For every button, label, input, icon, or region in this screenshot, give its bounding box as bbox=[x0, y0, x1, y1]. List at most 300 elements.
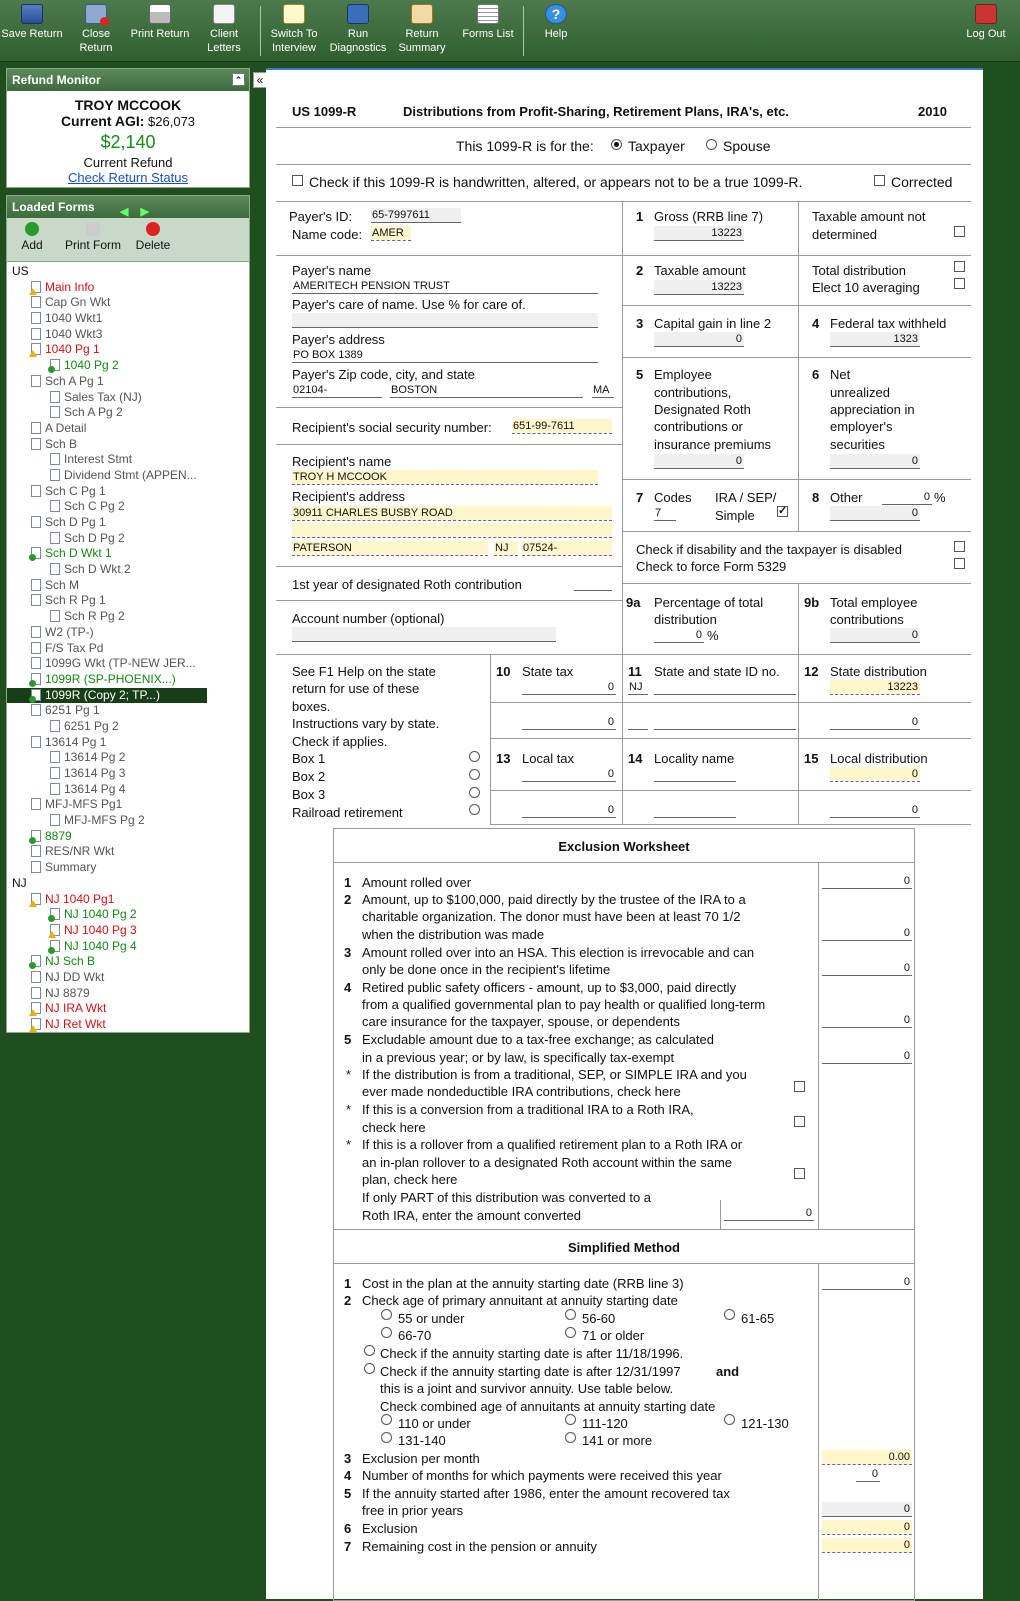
form-tree-item[interactable] bbox=[7, 939, 249, 955]
line-number: 1 bbox=[344, 1276, 352, 1291]
panel-title: Refund Monitor bbox=[12, 73, 101, 87]
ssn-label: Recipient's social security number: bbox=[292, 420, 492, 435]
form-tree-label: MFJ-MFS Pg 2 bbox=[64, 813, 145, 828]
form-tree-label: 1099G Wkt (TP-NEW JER... bbox=[45, 656, 196, 671]
form-tree-item[interactable] bbox=[7, 829, 249, 845]
line-number: 4 bbox=[344, 980, 352, 995]
form-tree-label: Sales Tax (NJ) bbox=[64, 389, 142, 404]
form-tree-label: W2 (TP-) bbox=[45, 624, 94, 639]
payer-city-field[interactable]: BOSTON bbox=[390, 383, 583, 398]
box-number: 7 bbox=[636, 490, 644, 505]
form-tree-item[interactable] bbox=[7, 562, 249, 578]
ssn-field[interactable]: 651-99-7611 bbox=[512, 419, 612, 434]
excl-line1-field[interactable]: 0 bbox=[822, 874, 912, 889]
form-tree-item[interactable] bbox=[7, 342, 249, 358]
conversion-label: If this is a conversion from a traditional IRA to a Roth IRA, bbox=[362, 1102, 694, 1117]
box7-codes-field[interactable]: 7 bbox=[654, 506, 676, 521]
help-button[interactable]: ? Help bbox=[544, 6, 568, 40]
loaded-forms-header bbox=[7, 196, 249, 218]
box6-label: securities bbox=[830, 437, 885, 452]
rollover-label: plan, check here bbox=[362, 1172, 458, 1187]
form-tree-label: NJ Ret Wkt bbox=[45, 1017, 106, 1031]
form-tree-item[interactable] bbox=[7, 264, 249, 280]
age-55-radio[interactable] bbox=[381, 1309, 392, 1320]
box11-label: State and state ID no. bbox=[654, 664, 780, 679]
box13-label: Local tax bbox=[522, 751, 575, 766]
form-tree-item[interactable] bbox=[7, 609, 249, 625]
form-tree-label: US bbox=[12, 264, 29, 278]
form-tree-label: Sch D Wkt 1 bbox=[45, 546, 112, 561]
box15-local-dist2-field[interactable]: 0 bbox=[830, 803, 920, 818]
age-option-label: 71 or older bbox=[582, 1328, 645, 1343]
payer-name-field[interactable]: AMERITECH PENSION TRUST bbox=[292, 279, 598, 294]
form-tree-label: Sch D Wkt 2 bbox=[64, 562, 131, 577]
joint-110-radio[interactable] bbox=[381, 1414, 392, 1425]
box11-state-field[interactable]: NJ bbox=[628, 680, 648, 695]
box6-label: employer's bbox=[830, 419, 893, 434]
simplified-title: Simplified Method bbox=[568, 1240, 680, 1255]
box14-locality-field[interactable] bbox=[654, 767, 736, 782]
document-icon bbox=[31, 594, 41, 606]
form-tree-label: RES/NR Wkt bbox=[45, 844, 115, 859]
form-tree-item[interactable] bbox=[7, 1017, 249, 1033]
box-number: 2 bbox=[636, 263, 644, 278]
back-arrow-icon[interactable]: ◀ bbox=[119, 206, 129, 218]
collapse-icon[interactable]: ⌃ bbox=[232, 73, 245, 86]
form-tree-item[interactable] bbox=[7, 484, 249, 500]
warning-doc-icon bbox=[31, 343, 41, 355]
recipient-zip-field[interactable]: 07524- bbox=[522, 541, 612, 556]
form-tree-item[interactable] bbox=[7, 766, 249, 782]
railroad-radio[interactable] bbox=[469, 804, 480, 815]
box2-taxable-field[interactable]: 13223 bbox=[654, 280, 744, 295]
complete-doc-icon bbox=[31, 689, 41, 701]
form-tree-label: 1040 Pg 2 bbox=[64, 358, 119, 373]
age-option-label: 55 or under bbox=[398, 1311, 465, 1326]
joint-option-label: 121-130 bbox=[741, 1416, 789, 1431]
handwritten-checkbox[interactable] bbox=[292, 175, 303, 186]
force-5329-checkbox[interactable] bbox=[954, 558, 965, 569]
simp-line3-label: Exclusion per month bbox=[362, 1451, 480, 1466]
form-tree-label: NJ 1040 Pg1 bbox=[45, 891, 115, 906]
document-icon bbox=[31, 845, 41, 857]
agi-label: Current AGI: bbox=[60, 113, 145, 129]
conversion-checkbox[interactable] bbox=[794, 1116, 805, 1127]
simp-line6-label: Exclusion bbox=[362, 1521, 418, 1536]
check-return-status-link[interactable]: Check Return Status bbox=[68, 170, 188, 185]
partial-converted-field[interactable]: 0 bbox=[724, 1206, 814, 1221]
simple-label: Simple bbox=[715, 508, 755, 523]
spouse-radio[interactable] bbox=[706, 139, 717, 150]
delete-form-button[interactable]: Delete bbox=[131, 222, 175, 252]
box5-label: contributions, bbox=[654, 385, 732, 400]
diagnostics-icon bbox=[347, 4, 369, 24]
railroad-label: Railroad retirement bbox=[292, 805, 403, 820]
form-tree-item[interactable] bbox=[7, 797, 249, 813]
form-tree-item[interactable] bbox=[7, 295, 249, 311]
account-number-label: Account number (optional) bbox=[292, 611, 445, 626]
joint-121-130-radio[interactable] bbox=[724, 1414, 735, 1425]
total-distribution-checkbox[interactable] bbox=[954, 261, 965, 272]
log-out-button[interactable]: Log Out bbox=[954, 4, 1018, 41]
box13-local-tax-field[interactable]: 0 bbox=[522, 767, 616, 782]
warning-doc-icon bbox=[31, 281, 41, 293]
form-tree-item[interactable] bbox=[7, 970, 249, 986]
box11-state2-field[interactable] bbox=[628, 715, 648, 730]
box3-radio[interactable] bbox=[469, 787, 480, 798]
form-tree-item[interactable] bbox=[7, 892, 249, 908]
printer-icon bbox=[149, 4, 171, 24]
account-number-field[interactable] bbox=[292, 627, 556, 642]
partial-label: If only PART of this distribution was converted to a bbox=[362, 1190, 652, 1205]
form-tree-item[interactable] bbox=[7, 468, 249, 484]
form-tree-item[interactable] bbox=[7, 374, 249, 390]
box14-label: Locality name bbox=[654, 751, 735, 766]
delete-icon bbox=[146, 222, 160, 236]
form-tree-label: Sch C Pg 1 bbox=[45, 483, 106, 498]
complete-doc-icon bbox=[31, 830, 41, 842]
form-tree-label: MFJ-MFS Pg1 bbox=[45, 797, 123, 812]
age-61-65-radio[interactable] bbox=[724, 1309, 735, 1320]
box1-radio[interactable] bbox=[469, 751, 480, 762]
form-tree-label: Sch R Pg 1 bbox=[45, 593, 106, 608]
form-tree-item[interactable] bbox=[7, 625, 249, 641]
after-1997-label: Check if the annuity starting date is after 12/31/1997 bbox=[380, 1364, 681, 1379]
recipient-address-field[interactable]: 30911 CHARLES BUSBY ROAD bbox=[292, 506, 612, 521]
force-5329-label: Check to force Form 5329 bbox=[636, 559, 787, 574]
form-tree-item[interactable] bbox=[7, 688, 207, 704]
form-tree-item[interactable] bbox=[7, 750, 249, 766]
line-number: 2 bbox=[344, 892, 352, 907]
print-return-button[interactable]: Print Return bbox=[128, 4, 192, 41]
form-tree-item[interactable] bbox=[7, 390, 249, 406]
document-icon bbox=[31, 987, 41, 999]
simp-line5-field[interactable]: 0 bbox=[822, 1502, 912, 1517]
recipient-name-label: Recipient's name bbox=[292, 454, 392, 469]
form-tree-label: Sch M bbox=[45, 577, 80, 592]
form-tree-item[interactable] bbox=[7, 813, 249, 829]
nondeductible-label: If the distribution is from a traditional, SEP, or SIMPLE IRA and you bbox=[362, 1067, 747, 1082]
box12-state-dist2-field[interactable]: 0 bbox=[830, 715, 920, 730]
and-label: and bbox=[716, 1364, 740, 1379]
close-return-button[interactable]: Close Return bbox=[64, 4, 128, 55]
refund-amount: $2,140 bbox=[100, 132, 156, 152]
save-return-button[interactable]: Save Return bbox=[0, 4, 64, 41]
form-tree-item[interactable] bbox=[7, 421, 249, 437]
payer-zip-label: Payer's Zip code, city, and state bbox=[292, 367, 475, 382]
roth-year-field[interactable] bbox=[574, 576, 612, 591]
form-tree-label: NJ 8879 bbox=[45, 985, 90, 1000]
forward-arrow-icon[interactable]: ▶ bbox=[140, 206, 149, 218]
box4-federal-tax-field[interactable]: 1323 bbox=[830, 332, 920, 347]
print-form-button[interactable]: Print Form bbox=[61, 222, 125, 252]
joint-111-120-radio[interactable] bbox=[565, 1414, 576, 1425]
box3-capital-gain-field[interactable]: 0 bbox=[654, 332, 744, 347]
box10-state-tax-field[interactable]: 0 bbox=[522, 680, 616, 695]
box5-label: contributions or bbox=[654, 419, 743, 434]
box3-option-label: Box 3 bbox=[292, 787, 326, 802]
box-number: 4 bbox=[812, 316, 820, 331]
simp-line7-field[interactable]: 0 bbox=[822, 1538, 912, 1553]
joint-option-label: 141 or more bbox=[582, 1433, 653, 1448]
excl-line5-field[interactable]: 0 bbox=[822, 1049, 912, 1064]
form-tree-item[interactable] bbox=[7, 703, 249, 719]
form-tree-item[interactable] bbox=[7, 923, 249, 939]
save-icon bbox=[21, 4, 43, 24]
form-tree-label: Main Info bbox=[45, 279, 95, 294]
form-tree-label: 1040 Wkt3 bbox=[45, 326, 103, 341]
forms-list-button[interactable]: Forms List bbox=[456, 4, 520, 41]
form-tree-item[interactable] bbox=[7, 405, 249, 421]
box2-radio[interactable] bbox=[469, 769, 480, 780]
box9b-field[interactable]: 0 bbox=[830, 628, 920, 643]
box10-label: State tax bbox=[522, 664, 574, 679]
ira-sep-simple-checkbox[interactable] bbox=[777, 506, 788, 517]
age-71-radio[interactable] bbox=[565, 1327, 576, 1338]
simp-line1-field[interactable]: 0 bbox=[822, 1275, 912, 1290]
joint-141-radio[interactable] bbox=[565, 1432, 576, 1443]
form-tree-item[interactable] bbox=[7, 782, 249, 798]
document-icon bbox=[31, 861, 41, 873]
box8-label: Other bbox=[830, 490, 863, 505]
box14-locality2-field[interactable] bbox=[654, 803, 736, 818]
roth-year-label: 1st year of designated Roth contribution bbox=[292, 577, 522, 592]
line-number: 6 bbox=[344, 1521, 352, 1536]
excl-line4-field[interactable]: 0 bbox=[822, 1013, 912, 1028]
form-tree-item[interactable] bbox=[7, 844, 249, 860]
form-tree-label: Interest Stmt bbox=[64, 452, 133, 467]
form-tree-item[interactable] bbox=[7, 452, 249, 468]
box10-state-tax2-field[interactable]: 0 bbox=[522, 715, 616, 730]
payer-zip-field[interactable]: 02104- bbox=[292, 383, 382, 398]
form-tree-item[interactable] bbox=[7, 986, 249, 1002]
form-tree-label: 13614 Pg 2 bbox=[64, 750, 126, 765]
spouse-label: Spouse bbox=[723, 138, 771, 154]
form-tree-item[interactable] bbox=[7, 499, 249, 515]
star-marker: * bbox=[346, 1102, 352, 1117]
form-tree-item[interactable] bbox=[7, 719, 249, 735]
elect10-checkbox[interactable] bbox=[954, 278, 965, 289]
form-tree-item[interactable] bbox=[7, 641, 249, 657]
document-icon bbox=[50, 720, 60, 732]
not-determined-label2: determined bbox=[812, 227, 878, 242]
form-tree-label: NJ 1040 Pg 2 bbox=[64, 907, 137, 922]
form-tree-item[interactable] bbox=[7, 546, 249, 562]
box3-label: Capital gain in line 2 bbox=[654, 316, 772, 331]
box-number: 11 bbox=[628, 664, 642, 679]
form-tree-label: 1099R (SP-PHOENIX...) bbox=[45, 671, 176, 686]
refund-label: Current Refund bbox=[83, 155, 173, 170]
form-tree-label: F/S Tax Pd bbox=[45, 640, 104, 655]
rollover-label: If this is a rollover from a qualified retirement plan to a Roth IRA or bbox=[362, 1137, 743, 1152]
switch-to-interview-button[interactable]: Switch To Interview bbox=[262, 4, 326, 55]
box5-contrib-field[interactable]: 0 bbox=[654, 454, 744, 469]
form-title: Distributions from Profit-Sharing, Retirement Plans, IRA's, etc. bbox=[403, 104, 789, 119]
form-tree-item[interactable] bbox=[7, 578, 249, 594]
payer-address-field[interactable]: PO BOX 1389 bbox=[292, 348, 598, 363]
box6-label: Net bbox=[830, 367, 851, 382]
excl-line3-label: only be done once in the recipient's lifetime bbox=[362, 962, 611, 977]
payer-name-label: Payer's name bbox=[292, 263, 372, 278]
form-tree-item[interactable] bbox=[7, 593, 249, 609]
form-tree-item[interactable] bbox=[7, 358, 249, 374]
taxpayer-label: Taxpayer bbox=[628, 138, 685, 154]
form-tree-label: Sch A Pg 2 bbox=[64, 405, 123, 420]
box9a-label: Percentage of total bbox=[654, 595, 764, 610]
form-tree-item[interactable] bbox=[7, 311, 249, 327]
line-number: 4 bbox=[344, 1468, 352, 1483]
after-1996-radio[interactable] bbox=[364, 1345, 375, 1356]
box8-pct-field[interactable]: 0 bbox=[882, 490, 932, 505]
document-icon bbox=[31, 375, 41, 387]
document-icon bbox=[50, 469, 60, 481]
box6-nua-field[interactable]: 0 bbox=[830, 454, 920, 469]
corrected-label: Corrected bbox=[891, 174, 953, 190]
conversion-label: check here bbox=[362, 1120, 426, 1135]
line-number: 3 bbox=[344, 1451, 352, 1466]
form-tree-label: Sch A Pg 1 bbox=[45, 373, 104, 388]
form-tree-label: NJ IRA Wkt bbox=[45, 1001, 107, 1016]
payer-id-field[interactable]: 65-7997611 bbox=[371, 208, 461, 223]
line-number: 3 bbox=[344, 945, 352, 960]
form-tree-label: 13614 Pg 4 bbox=[64, 781, 126, 796]
form-tree-label: NJ 1040 Pg 4 bbox=[64, 938, 137, 953]
care-of-field[interactable] bbox=[292, 313, 598, 328]
form-tree-item[interactable] bbox=[7, 672, 249, 688]
nondeductible-checkbox[interactable] bbox=[794, 1081, 805, 1092]
warning-doc-icon bbox=[50, 924, 60, 936]
not-determined-checkbox[interactable] bbox=[954, 226, 965, 237]
form-tree-item[interactable] bbox=[7, 437, 249, 453]
form-tree-label: 8879 bbox=[45, 828, 72, 843]
box-number: 3 bbox=[636, 316, 644, 331]
document-icon bbox=[31, 736, 41, 748]
box13-local-tax2-field[interactable]: 0 bbox=[522, 803, 616, 818]
box11-id-field[interactable] bbox=[654, 680, 796, 695]
interview-icon bbox=[283, 4, 305, 24]
combined-age-label: Check combined age of annuitants at annuity starting date bbox=[380, 1399, 716, 1414]
age-66-70-radio[interactable] bbox=[381, 1327, 392, 1338]
state-note-line: Instructions vary by state. bbox=[292, 716, 440, 731]
clipboard-icon bbox=[411, 4, 433, 24]
state-note-line: boxes. bbox=[292, 699, 331, 714]
excl-line4-label: from a qualified governmental plan to pay health or qualified long-term bbox=[362, 997, 766, 1012]
form-tree-item[interactable] bbox=[7, 860, 249, 876]
return-summary-button[interactable]: Return Summary bbox=[390, 4, 454, 55]
box12-state-dist-field[interactable]: 13223 bbox=[830, 680, 920, 695]
recipient-city-field[interactable]: PATERSON bbox=[292, 541, 488, 556]
box5-label: Designated Roth bbox=[654, 402, 751, 417]
percent-sign: % bbox=[707, 628, 719, 643]
form-tree-item[interactable] bbox=[7, 280, 249, 296]
document-icon bbox=[31, 422, 41, 434]
excl-line2-field[interactable]: 0 bbox=[822, 926, 912, 941]
box15-local-dist-field[interactable]: 0 bbox=[830, 767, 920, 782]
recipient-name-field[interactable]: TROY H MCCOOK bbox=[292, 470, 598, 485]
form-tree-item[interactable] bbox=[7, 531, 249, 547]
box2-label: Taxable amount bbox=[654, 263, 746, 278]
recipient-state-field[interactable]: NJ bbox=[494, 541, 518, 556]
age-56-60-radio[interactable] bbox=[565, 1309, 576, 1320]
nondeductible-label: ever made nondeductible IRA contributions, check here bbox=[362, 1084, 681, 1099]
document-icon bbox=[50, 406, 60, 418]
form-tree-label: Sch D Pg 2 bbox=[64, 530, 125, 545]
document-icon bbox=[31, 485, 41, 497]
box-number: 13 bbox=[496, 751, 511, 766]
warning-doc-icon bbox=[31, 1018, 41, 1030]
printer-icon bbox=[86, 222, 100, 236]
form-tree-item[interactable] bbox=[7, 515, 249, 531]
line-number: 5 bbox=[344, 1032, 352, 1047]
box-number: 9b bbox=[804, 595, 820, 610]
excl-line4-label: Retired public safety officers - amount, up to $3,000, paid directly bbox=[362, 980, 737, 995]
box-number: 14 bbox=[628, 751, 643, 766]
age-option-label: 61-65 bbox=[741, 1311, 775, 1326]
simp-line6-field[interactable]: 0 bbox=[822, 1520, 912, 1535]
document-icon bbox=[31, 642, 41, 654]
box9a-pct-field[interactable]: 0 bbox=[654, 628, 704, 643]
payer-state-field[interactable]: MA bbox=[592, 383, 614, 398]
envelope-icon bbox=[213, 4, 235, 24]
list-icon bbox=[477, 4, 499, 24]
run-diagnostics-button[interactable]: Run Diagnostics bbox=[326, 4, 390, 55]
document-icon bbox=[31, 516, 41, 528]
excl-line2-label: when the distribution was made bbox=[362, 927, 545, 942]
document-icon bbox=[50, 610, 60, 622]
recipient-address2-field[interactable] bbox=[292, 523, 612, 538]
forms-tree bbox=[7, 262, 249, 1033]
form-tree-label: 13614 Pg 3 bbox=[64, 766, 126, 780]
corrected-checkbox[interactable] bbox=[874, 175, 885, 186]
form-tree-item[interactable] bbox=[7, 954, 249, 970]
taxpayer-radio[interactable] bbox=[611, 139, 622, 150]
simp-line4-field[interactable]: 0 bbox=[856, 1467, 880, 1482]
add-form-button[interactable]: Add bbox=[17, 222, 47, 252]
box-number: 10 bbox=[496, 664, 511, 679]
simp-line5-label: free in prior years bbox=[362, 1503, 464, 1518]
joint-131-140-radio[interactable] bbox=[381, 1432, 392, 1443]
form-tree-label: Sch B bbox=[45, 436, 78, 451]
document-icon bbox=[50, 767, 60, 779]
after-1997-radio[interactable] bbox=[364, 1363, 375, 1374]
rollover-checkbox[interactable] bbox=[794, 1168, 805, 1179]
form-tree-item[interactable] bbox=[7, 656, 249, 672]
form-tree-item[interactable] bbox=[7, 735, 249, 751]
document-icon bbox=[50, 453, 60, 465]
form-tree-item[interactable] bbox=[7, 876, 249, 892]
name-code-field[interactable]: AMER bbox=[371, 226, 411, 241]
client-letters-button[interactable]: Client Letters bbox=[192, 4, 256, 55]
form-tree-item[interactable] bbox=[7, 327, 249, 343]
box11-id2-field[interactable] bbox=[654, 715, 796, 730]
simp-line3-field[interactable]: 0.00 bbox=[822, 1450, 912, 1465]
excl-line3-field[interactable]: 0 bbox=[822, 961, 912, 976]
form-tree-item[interactable] bbox=[7, 1001, 249, 1017]
box1-gross-field[interactable]: 13223 bbox=[654, 226, 744, 241]
name-code-label: Name code: bbox=[292, 227, 363, 242]
not-determined-label: Taxable amount not bbox=[812, 209, 926, 224]
disability-checkbox[interactable] bbox=[954, 541, 965, 552]
document-icon bbox=[50, 391, 60, 403]
simp-line1-label: Cost in the plan at the annuity starting date (RRB line 3) bbox=[362, 1276, 684, 1291]
form-tree-item[interactable] bbox=[7, 907, 249, 923]
collapse-sidebar-icon[interactable]: « bbox=[253, 72, 267, 88]
state-note-line: See F1 Help on the state bbox=[292, 664, 436, 679]
document-icon bbox=[50, 500, 60, 512]
box8-other-field[interactable]: 0 bbox=[830, 506, 920, 521]
complete-doc-icon bbox=[31, 547, 41, 559]
box5-label: insurance premiums bbox=[654, 437, 772, 452]
